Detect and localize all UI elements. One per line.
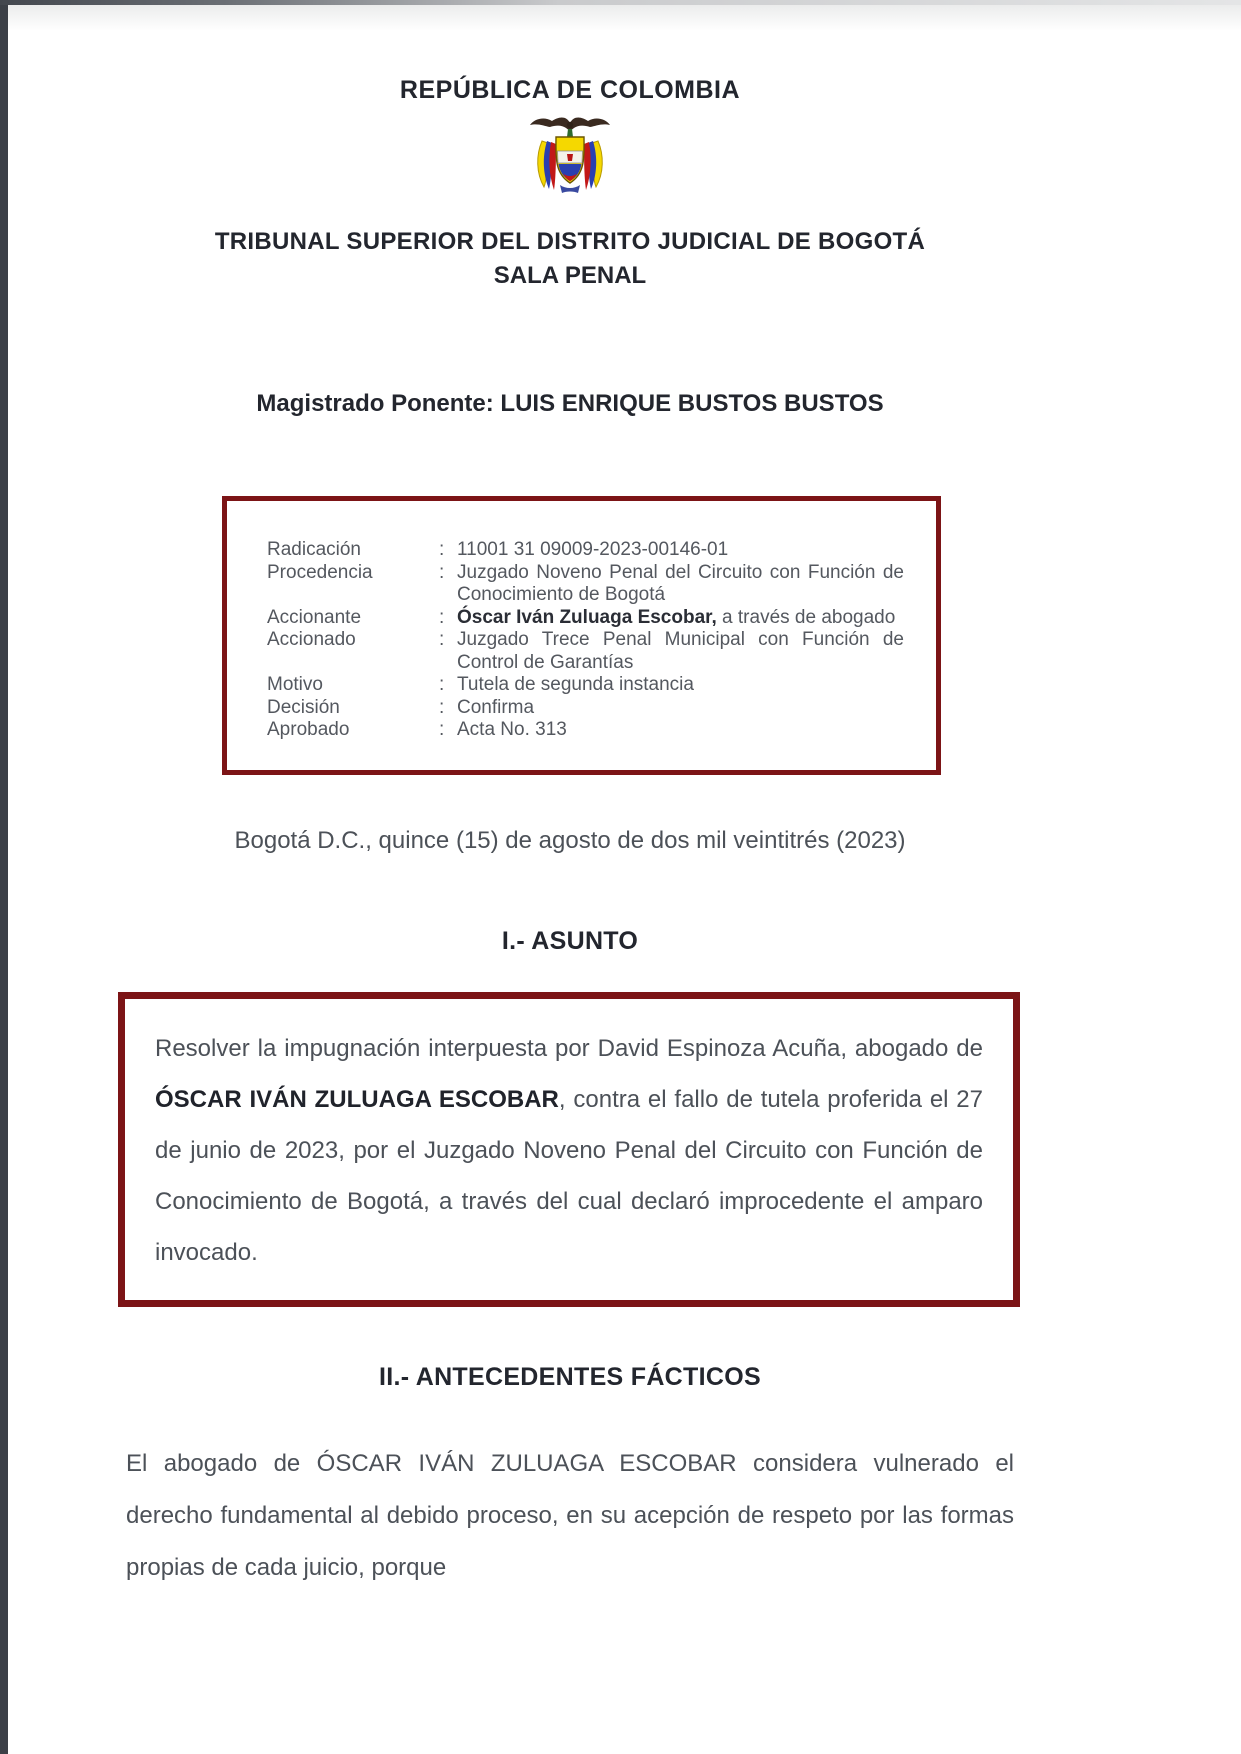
caption-row-radicacion [267,539,904,562]
asunto-text-pre: Resolver la impugnación interpuesta por David Espinoza Acuña, abogado de [155,1034,983,1062]
caption-colon: : [439,674,445,695]
caption-colon: : [439,539,445,560]
caption-value: Juzgado Noveno Penal del Circuito con Función de Conocimiento de Bogotá [457,561,904,605]
caption-row-accionado [267,629,904,674]
caption-value: Tutela de segunda instancia [457,674,694,695]
document-page [120,0,1020,1754]
caption-colon: : [439,561,445,583]
tribunal-title: TRIBUNAL SUPERIOR DEL DISTRITO JUDICIAL DE BOGOTÁ [214,228,926,255]
caption-value [457,607,904,630]
caption-value: Acta No. 313 [457,719,567,740]
antecedentes-paragraph [126,1438,1014,1594]
asunto-paragraph [155,1023,983,1278]
caption-label: Procedencia [267,561,373,583]
caption-label: Aprobado [267,719,350,740]
caption-label: Accionado [267,629,356,650]
sala-title: SALA PENAL [493,262,647,289]
caption-colon: : [439,606,445,628]
section-heading-asunto: I.- ASUNTO [501,926,639,955]
coat-of-arms-colombia [120,111,1020,216]
caption-row-motivo [267,674,904,697]
caption-label: Radicación [267,539,361,560]
magistrado-ponente-line: Magistrado Ponente: LUIS ENRIQUE BUSTOS BUSTOS [256,390,884,417]
accionante-rest: a través de abogado [716,606,896,628]
asunto-text-post: , contra el fallo de tutela proferida el 27 de junio de 2023, por el Juzgado Noveno Penal del Circuito con Función de Conocimiento de Bogotá, a través del cual declaró improcedente el amparo invocado. [155,1085,984,1266]
caption-row-decision [267,697,904,720]
caption-colon: : [439,719,445,740]
antecedentes-name-bold: ÓSCAR IVÁN ZULUAGA ESCOBAR [316,1449,737,1477]
caption-colon: : [439,696,445,718]
caption-label: Decisión [267,696,340,718]
caption-colon: : [439,629,445,650]
caption-value: Juzgado Trece Penal Municipal con Función de Control de Garantías [457,629,904,673]
asunto-name-bold: ÓSCAR IVÁN ZULUAGA ESCOBAR [155,1085,559,1113]
caption-label: Accionante [267,606,362,628]
caption-row-accionante [267,607,904,630]
case-caption-box [222,496,941,775]
caption-row-procedencia [267,562,904,607]
decision-date-line: Bogotá D.C., quince (15) de agosto de dos mil veintitrés (2023) [234,826,906,854]
antecedentes-text-pre: El abogado de [126,1449,317,1477]
antecedentes-text-post: considera vulnerado el derecho fundamental al debido proceso, en su acepción de respeto por las formas propias de cada juicio, porque [126,1449,1014,1581]
accionante-name: Óscar Iván Zuluaga Escobar, [457,606,717,628]
scan-left-edge-shadow [0,0,8,1754]
asunto-box [118,992,1020,1307]
republic-title: REPÚBLICA DE COLOMBIA [399,76,741,104]
caption-label: Motivo [267,674,323,695]
section-heading-antecedentes: II.- ANTECEDENTES FÁCTICOS [379,1362,761,1391]
caption-row-aprobado [267,719,904,742]
caption-value: Confirma [457,696,535,718]
caption-value: 11001 31 09009-2023-00146-01 [457,539,729,560]
coat-of-arms-icon [522,111,618,211]
